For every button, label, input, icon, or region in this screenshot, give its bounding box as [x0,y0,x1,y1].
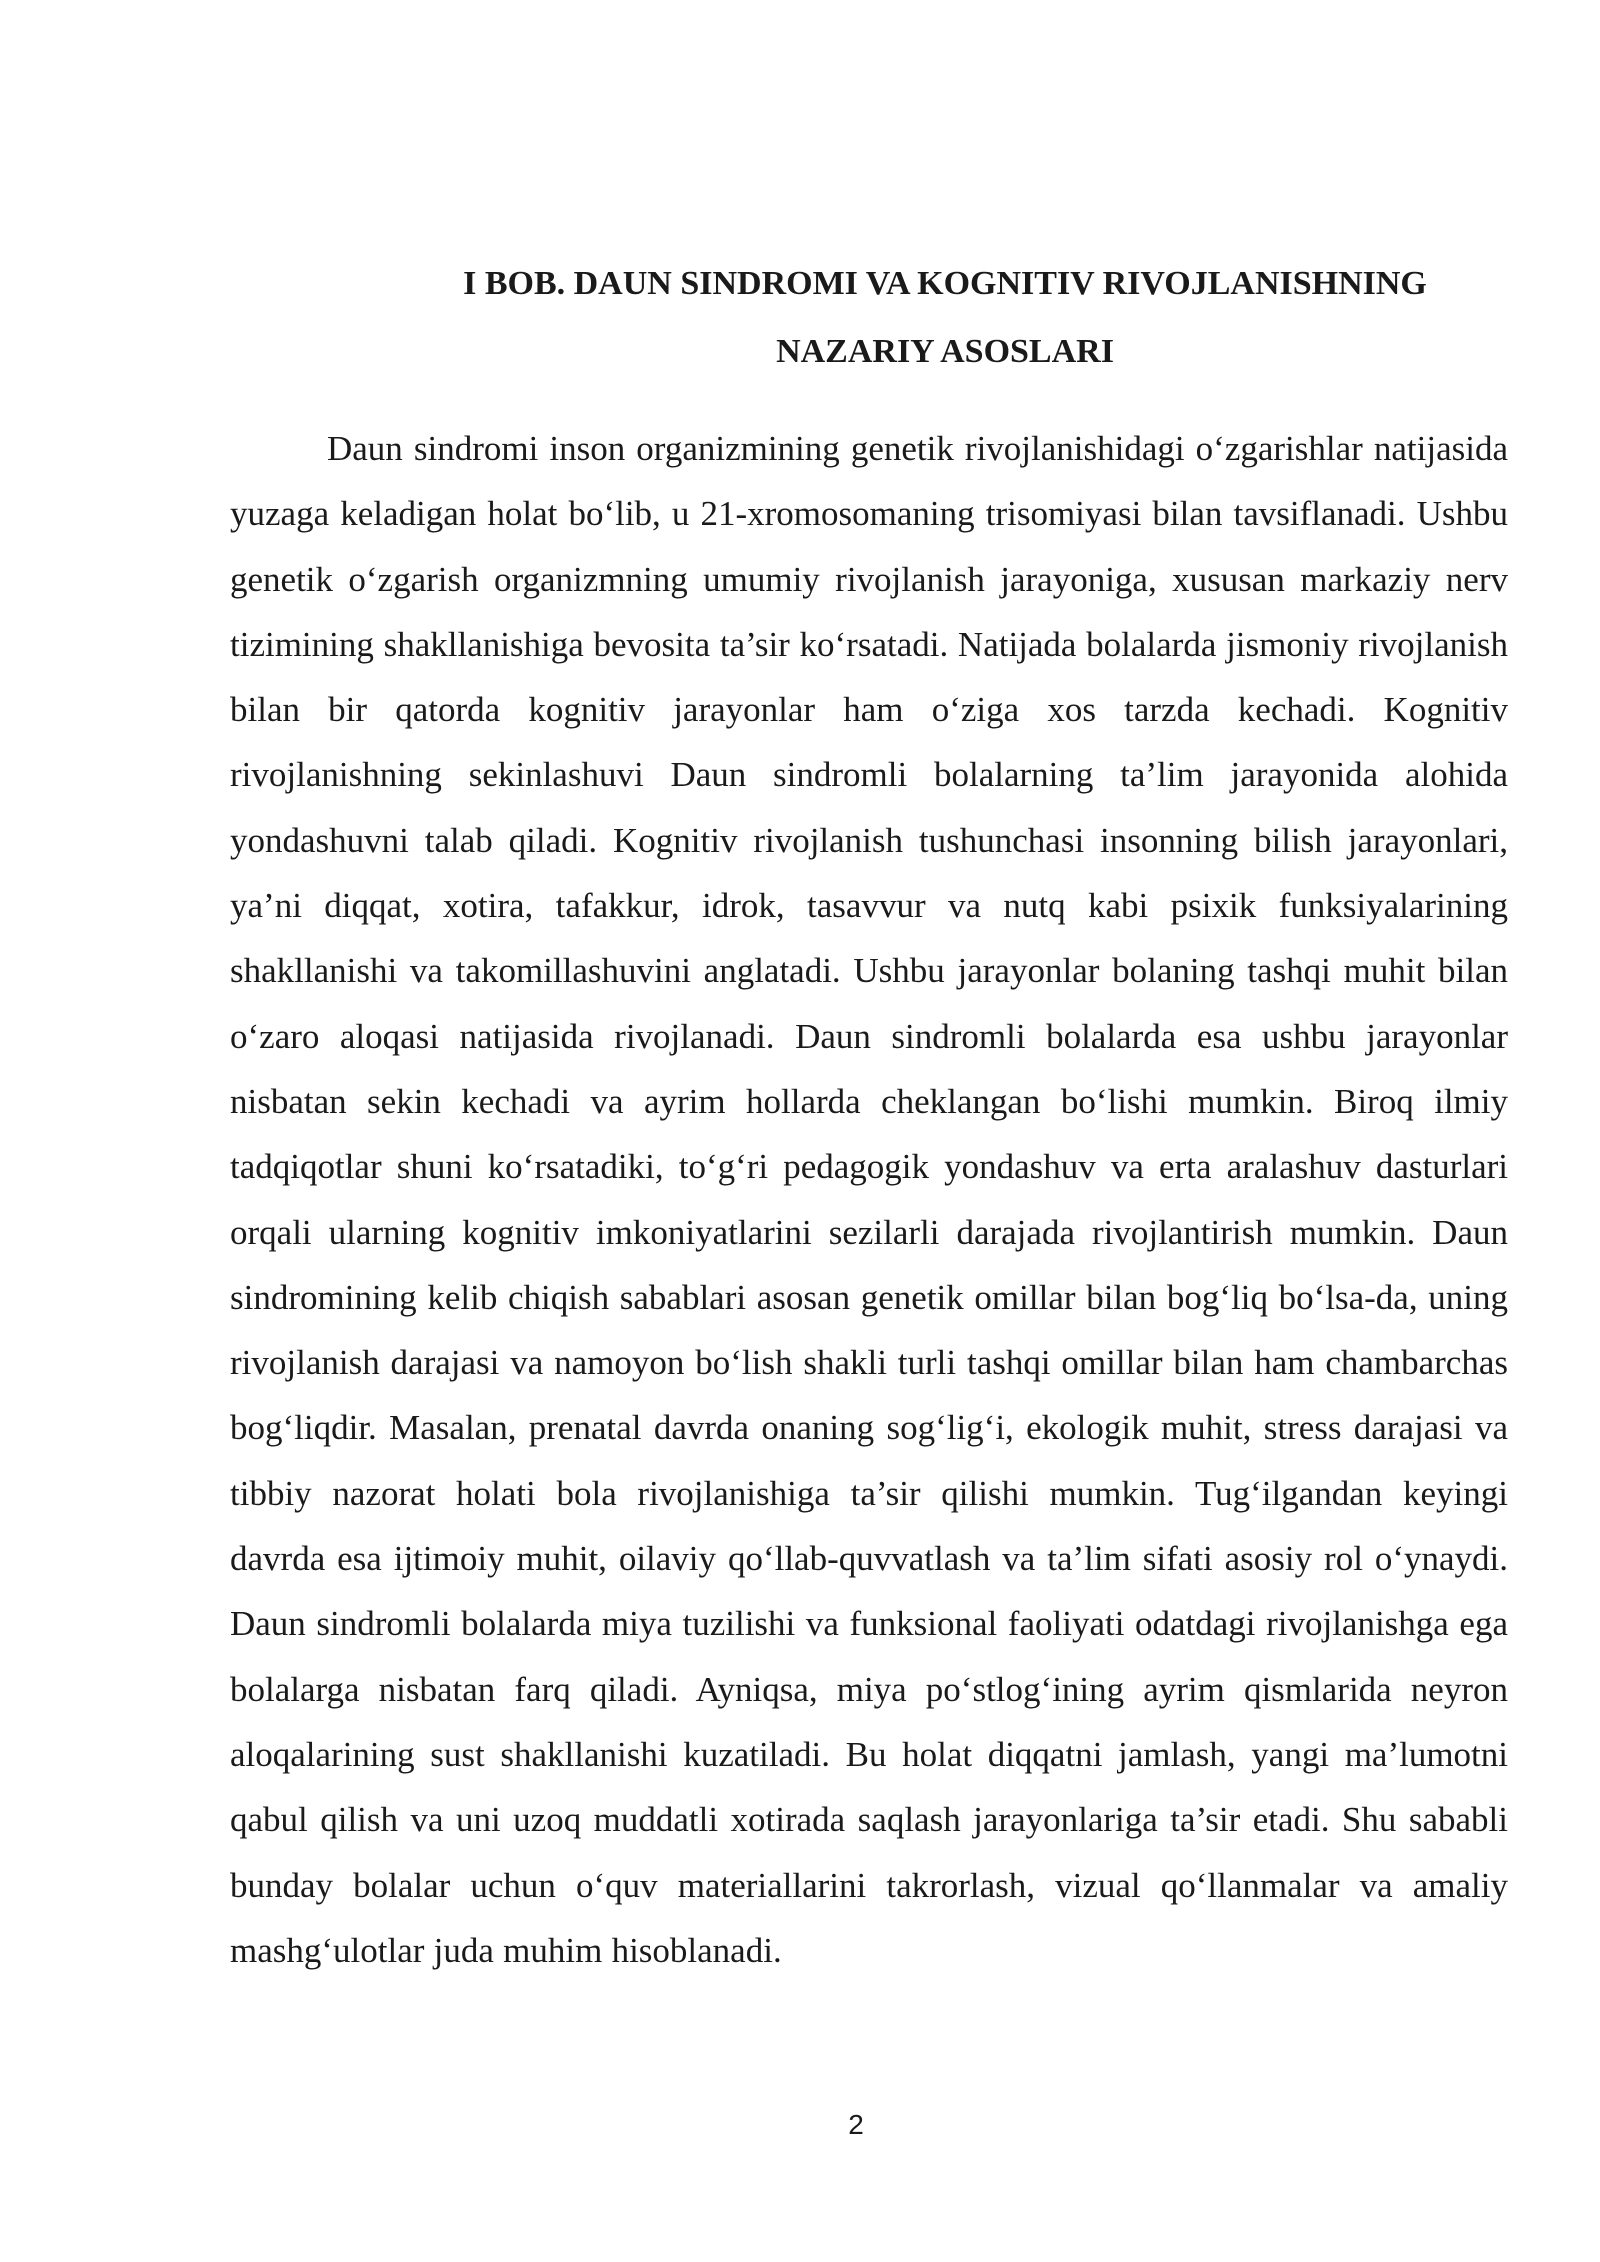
chapter-heading-line-2: NAZARIY ASOSLARI [776,333,1114,370]
page-number: 2 [848,2109,864,2140]
chapter-heading-line-1: I BOB. DAUN SINDROMI VA KOGNITIV RIVOJLANISHNING [463,265,1427,302]
chapter-heading [345,250,1545,386]
body-paragraph: Daun sindromi inson organizmining genetik rivojlanishidagi o‘zgarishlar natijasida yuzaga keladigan holat bo‘lib, u 21-xromosomaning trisomiyasi bilan tavsiflanadi. Ushbu genetik o‘zgarish organizmning umumiy rivojlanish jarayoniga, xususan markaziy nerv tizimining shakllanishiga bevosita ta’sir ko‘rsatadi. Natijada bolalarda jismoniy rivojlanish bilan bir qatorda kognitiv jarayonlar ham o‘ziga xos tarzda kechadi. Kognitiv rivojlanishning sekinlashuvi Daun sindromli bolalarning ta’lim jarayonida alohida yondashuvni talab qiladi. Kognitiv rivojlanish tushunchasi insonning bilish jarayonlari, ya’ni diqqat, xotira, tafakkur, idrok, tasavvur va nutq kabi psixik funksiyalarining shakllanishi va takomillashuvini anglatadi. Ushbu jarayonlar bolaning tashqi muhit bilan o‘zaro aloqasi natijasida rivojlanadi. Daun sindromli bolalarda esa ushbu jarayonlar nisbatan sekin kechadi va ayrim hollarda cheklangan bo‘lishi mumkin. Biroq ilmiy tadqiqotlar shuni ko‘rsatadiki, to‘g‘ri pedagogik yondashuv va erta aralashuv dasturlari orqali ularning kognitiv imkoniyatlarini sezilarli darajada rivojlantirish mumkin. Daun sindromining kelib chiqish sabablari asosan genetik omillar bilan bog‘liq bo‘lsa-da, uning rivojlanish darajasi va namoyon bo‘lish shakli turli tashqi omillar bilan ham chambarchas bog‘liqdir. Masalan, prenatal davrda onaning sog‘lig‘i, ekologik muhit, stress darajasi va tibbiy nazorat holati bola rivojlanishiga ta’sir qilishi mumkin. Tug‘ilgandan keyingi davrda esa ijtimoiy muhit, oilaviy qo‘llab-quvvatlash va ta’lim sifati asosiy rol o‘ynaydi. Daun sindromli bolalarda miya tuzilishi va funksional faoliyati odatdagi rivojlanishga ega bolalarga nisbatan farq qiladi. Ayniqsa, miya po‘stlog‘ining ayrim qismlarida neyron aloqalarining sust shakllanishi kuzatiladi. Bu holat diqqatni jamlash, yangi ma’lumotni qabul qilish va uni uzoq muddatli xotirada saqlash jarayonlariga ta’sir etadi. Shu sababli bunday bolalar uchun o‘quv materiallarini takrorlash, vizual qo‘llanmalar va amaliy mashg‘ulotlar juda muhim hisoblanadi. [230,429,1508,1970]
